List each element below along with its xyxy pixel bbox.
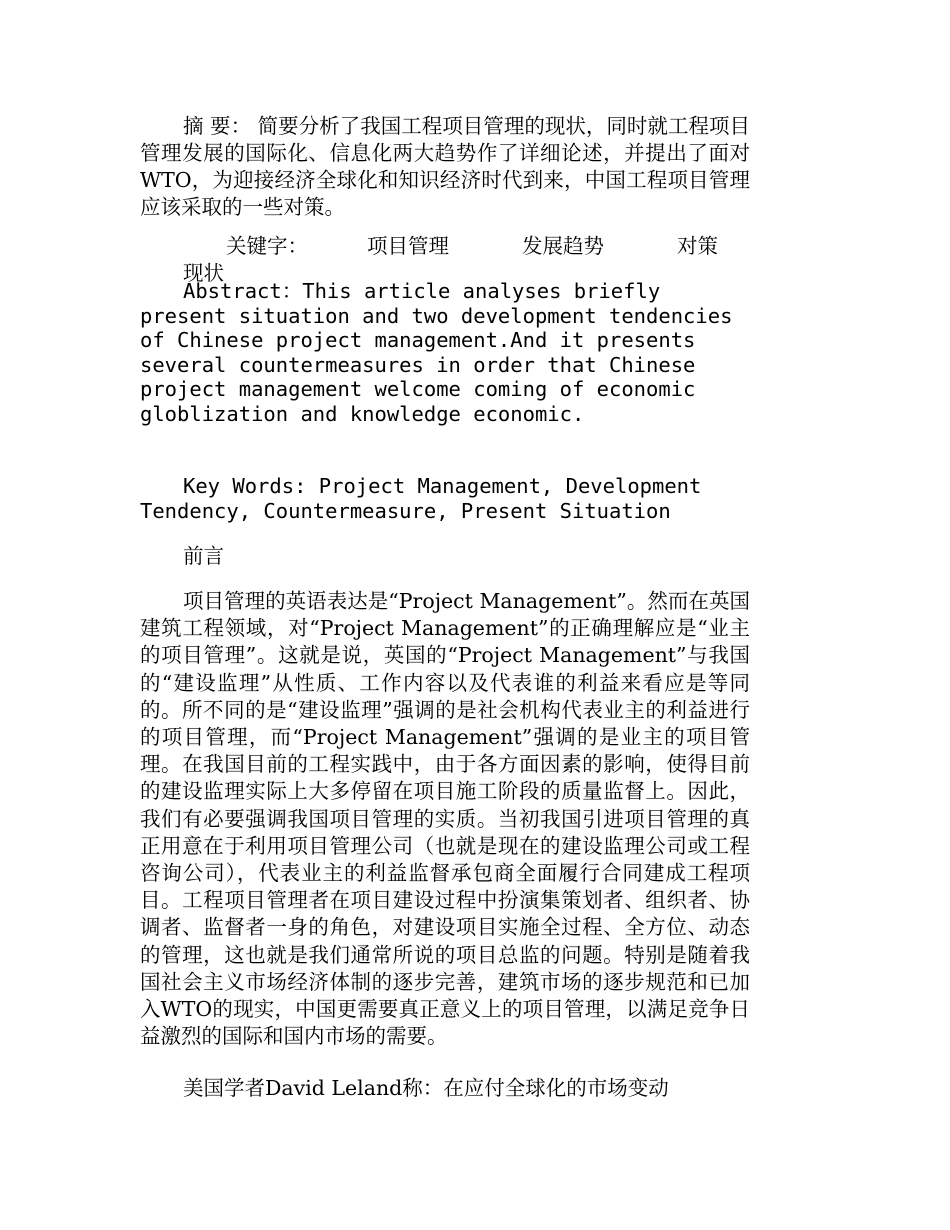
abstract-english: Abstract：This article analyses briefly present situation and two development tendencies of Chinese project management.And it presents several countermeasures in order that Chinese project management welcome coming of economic globlization and knowledge economic.: [140, 279, 733, 426]
body-paragraph: 美国学者David Leland称：在应付全球化的市场变动: [183, 1076, 669, 1100]
keyword-item: 发展趋势: [522, 234, 604, 258]
keyword-item: 现状: [183, 261, 224, 285]
keyword-item: 项目管理: [367, 234, 449, 258]
keywords-english: Key Words: Project Management, Development Tendency, Countermeasure, Present Situation: [140, 474, 702, 523]
section-heading-intro: 前言: [183, 544, 224, 568]
abstract-chinese: 摘 要： 简要分析了我国工程项目管理的现状，同时就工程项目管理发展的国际化、信息化两大趋势作了详细论述，并提出了面对WTO，为迎接经济全球化和知识经济时代到来，中国工程项目管理应该采取的一些对策。: [140, 114, 750, 219]
keywords-label: 关键字：: [226, 234, 308, 258]
keyword-item: 对策: [677, 234, 718, 258]
body-paragraph: 项目管理的英语表达是“Project Management”。然而在英国建筑工程领域，对“Project Management”的正确理解应是“业主的项目管理”。这就是说，英国的“Project Management”与我国的“建设监理”从性质、工作内容以及代表谁的利益来看应是等同的。所不同的是“建设监理”强调的是社会机构代表业主的利益进行的项目管理，而“Project Management”强调的是业主的项目管理。在我国目前的工程实践中，由于各方面因素的影响，使得目前的建设监理实际上大多停留在项目施工阶段的质量监督上。因此，我们有必要强调我国项目管理的实质。当初我国引进项目管理的真正用意在于利用项目管理公司（也就是现在的建设监理公司或工程咨询公司），代表业主的利益监督承包商全面履行合同建成工程项目。工程项目管理者在项目建设过程中扮演集策划者、组织者、协调者、监督者一身的角色，对建设项目实施全过程、全方位、动态的管理，这也就是我们通常所说的项目总监的问题。特别是随着我国社会主义市场经济体制的逐步完善，建筑市场的逐步规范和已加入WTO的现实，中国更需要真正意义上的项目管理，以满足竞争日益激烈的国际和国内市场的需要。: [140, 589, 750, 1049]
